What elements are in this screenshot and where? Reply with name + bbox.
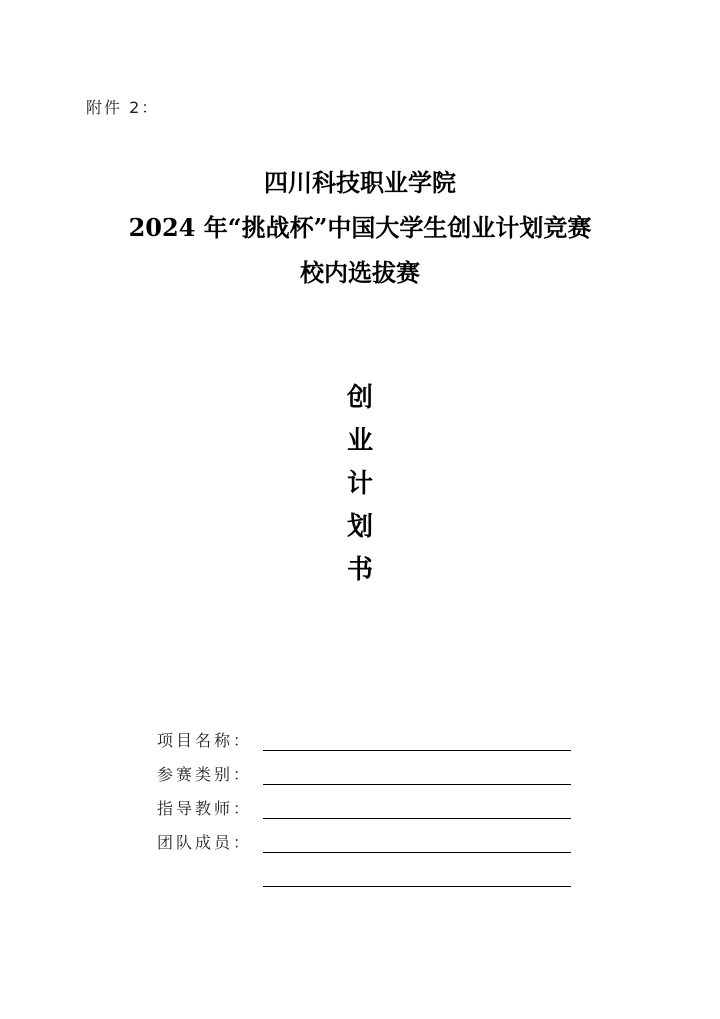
team-members-row <box>157 828 577 862</box>
cover-form <box>157 726 577 896</box>
category-field[interactable] <box>263 784 571 785</box>
advisor-row <box>157 794 577 828</box>
heading-char: 计 <box>346 469 373 499</box>
category-row <box>157 760 577 794</box>
title-line-competition: 2024 年“挑战杯”中国大学生创业计划竞赛 <box>128 213 592 242</box>
business-plan-heading <box>340 377 380 592</box>
attachment-label: 附件 2： <box>86 98 160 117</box>
team-members-row-extra <box>157 862 577 896</box>
project-name-row <box>157 726 577 760</box>
team-members-field-extra[interactable] <box>263 886 571 887</box>
project-name-label: 项目名称： <box>157 731 253 750</box>
category-label: 参赛类别： <box>157 765 253 784</box>
document-title <box>0 163 720 298</box>
heading-char: 创 <box>346 383 373 413</box>
project-name-field[interactable] <box>263 750 571 751</box>
title-line-round: 校内选拔赛 <box>300 258 420 287</box>
heading-char: 业 <box>346 426 373 456</box>
heading-char: 书 <box>346 555 373 585</box>
team-members-label: 团队成员： <box>157 833 253 852</box>
heading-char: 划 <box>346 512 373 542</box>
advisor-field[interactable] <box>263 818 571 819</box>
advisor-label: 指导教师： <box>157 799 253 818</box>
team-members-field[interactable] <box>263 852 571 853</box>
title-line-institution: 四川科技职业学院 <box>264 168 456 197</box>
